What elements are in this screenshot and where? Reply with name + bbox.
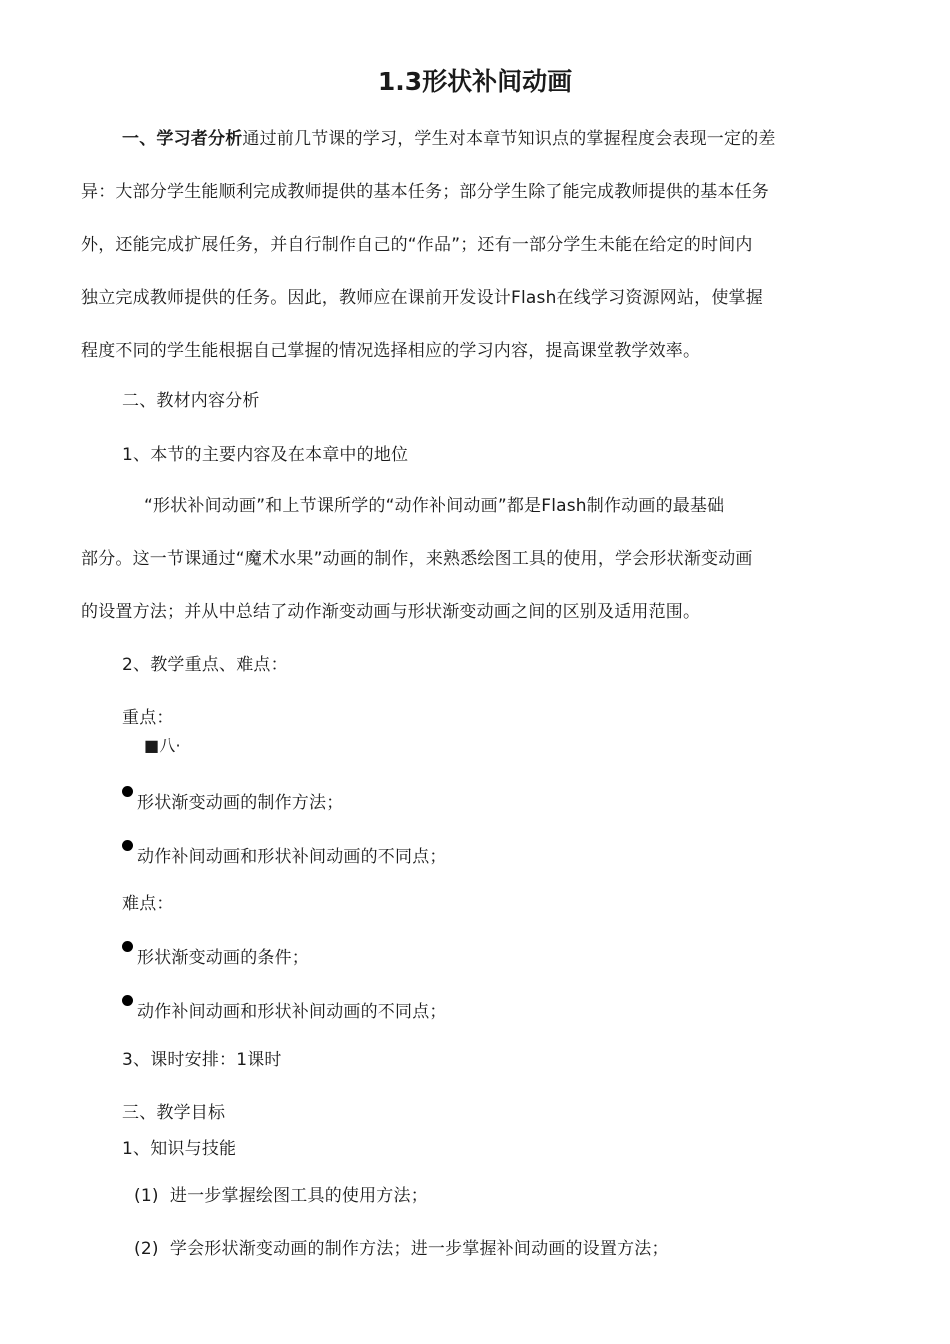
key-point-item: 形状渐变动画的制作方法； (137, 793, 344, 813)
learner-analysis-heading: 一、学习者分析 (122, 129, 243, 149)
paragraph-line: 通过前几节课的学习，学生对本章节知识点的掌握程度会表现一定的差 (242, 129, 776, 149)
paragraph-line: 程度不同的学生能根据自己掌握的情况选择相应的学习内容，提高课堂教学效率。 (81, 341, 701, 361)
document-title: 1.3形状补间动画 (377, 67, 573, 96)
paragraph-line: 部分。这一节课通过“魔术水果”动画的制作，来熟悉绘图工具的使用，学会形状渐变动画 (81, 549, 753, 569)
bullet-icon (122, 941, 133, 952)
learner-analysis-first-line (122, 128, 776, 150)
key-point-item: 动作补间动画和形状补间动画的不同点； (137, 847, 447, 867)
bullet-icon (122, 995, 133, 1006)
goal-item: (2) 学会形状渐变动画的制作方法；进一步掌握补间动画的设置方法； (134, 1239, 669, 1259)
paragraph-line: “形状补间动画”和上节课所学的“动作补间动画”都是Flash制作动画的最基础 (144, 496, 725, 516)
class-hours-subheading: 3、课时安排：1课时 (122, 1050, 282, 1070)
bullet-icon (122, 786, 133, 797)
key-points-label: 重点： (122, 708, 174, 728)
paragraph-line: 异：大部分学生能顺利完成教师提供的基本任务；部分学生除了能完成教师提供的基本任务 (81, 182, 769, 202)
difficult-point-item: 动作补间动画和形状补间动画的不同点； (137, 1002, 447, 1022)
difficult-points-label: 难点： (122, 894, 174, 914)
stray-mark: ■八· (144, 736, 181, 755)
main-content-subheading: 1、本节的主要内容及在本章中的地位 (122, 445, 409, 465)
teaching-goals-heading: 三、教学目标 (122, 1103, 226, 1123)
paragraph-line: 的设置方法；并从中总结了动作渐变动画与形状渐变动画之间的区别及适用范围。 (81, 602, 701, 622)
content-analysis-heading: 二、教材内容分析 (122, 391, 260, 411)
goal-item: (1) 进一步掌握绘图工具的使用方法； (134, 1186, 428, 1206)
paragraph-line: 外，还能完成扩展任务，并自行制作自己的“作品”；还有一部分学生未能在给定的时间内 (81, 235, 753, 255)
key-difficult-subheading: 2、教学重点、难点： (122, 655, 288, 675)
paragraph-line: 独立完成教师提供的任务。因此，教师应在课前开发设计Flash在线学习资源网站，使掌握 (81, 288, 763, 308)
bullet-icon (122, 840, 133, 851)
knowledge-skills-subheading: 1、知识与技能 (122, 1139, 237, 1159)
difficult-point-item: 形状渐变动画的条件； (137, 948, 309, 968)
